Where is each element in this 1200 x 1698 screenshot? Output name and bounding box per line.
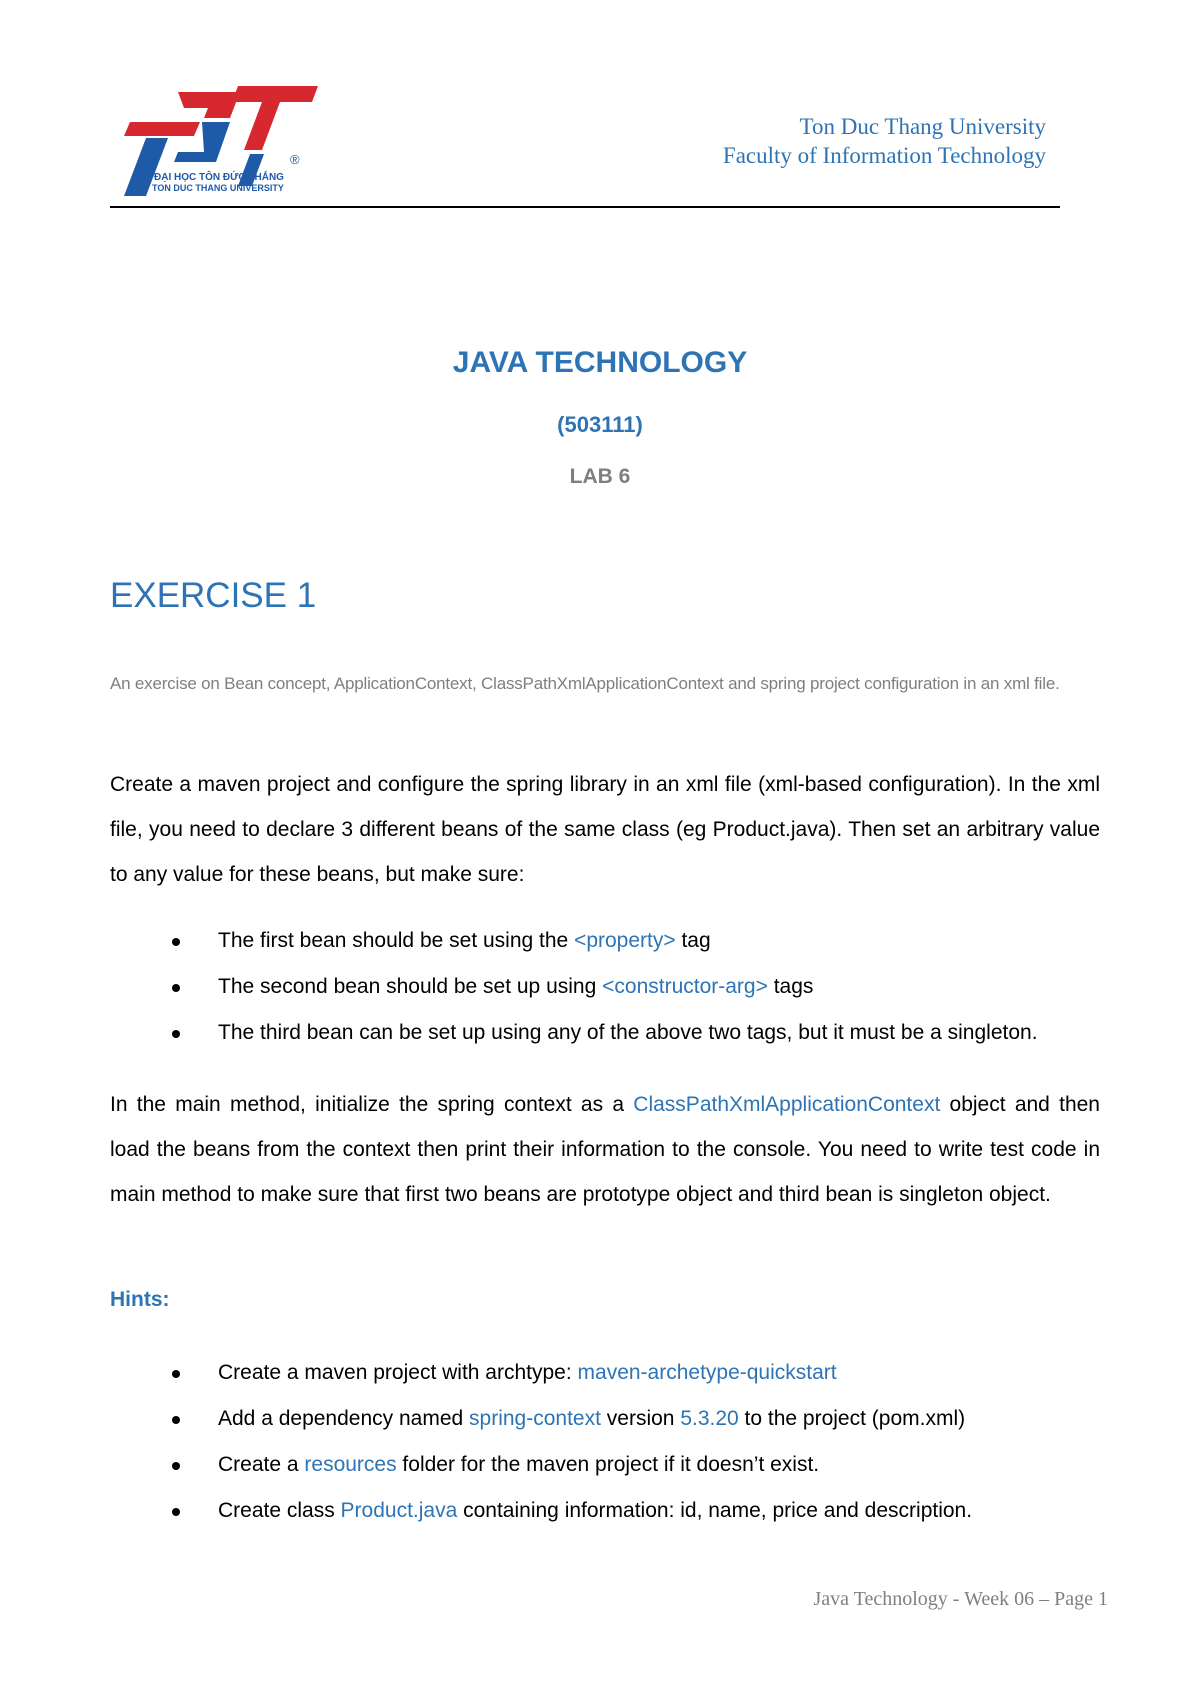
list-item-text: version xyxy=(600,1407,681,1430)
page-footer: Java Technology - Week 06 – Page 1 xyxy=(813,1588,1108,1610)
exercise-paragraph-1: Create a maven project and configure the spring library in an xml file (xml-based configuration). In the xml file, you need to declare 3 different beans of the same class (eg Product.java). Then set an arbitrary value to any value for these beans, but make sure: xyxy=(110,773,1100,886)
list-item xyxy=(180,1488,1100,1534)
bullet-icon xyxy=(172,938,180,946)
exercise-paragraph-2 xyxy=(110,1082,1100,1217)
list-item xyxy=(180,964,1100,1010)
bullet-icon xyxy=(172,1508,180,1516)
code-term: <property> xyxy=(574,929,676,952)
tdt-logo-icon xyxy=(112,78,322,198)
bullet-icon xyxy=(172,1370,180,1378)
list-item-text: containing information: id, name, price and description. xyxy=(457,1499,973,1522)
registered-mark: ® xyxy=(290,152,300,167)
list-item-text: tags xyxy=(767,975,814,998)
exercise-heading: EXERCISE 1 xyxy=(110,576,317,615)
logo-line-en: TON DUC THANG UNIVERSITY xyxy=(152,183,284,193)
code-term: spring-context xyxy=(469,1407,601,1430)
hints-list xyxy=(180,1350,1100,1534)
faculty-name: Faculty of Information Technology xyxy=(722,143,1046,168)
list-item-text: Create a maven project with archtype: xyxy=(218,1361,578,1384)
list-item xyxy=(180,1396,1100,1442)
course-title: JAVA TECHNOLOGY xyxy=(452,346,748,379)
bullet-icon xyxy=(172,1416,180,1424)
code-term: maven-archetype-quickstart xyxy=(577,1361,837,1384)
list-item-text: Create class xyxy=(218,1499,341,1522)
code-term: resources xyxy=(304,1453,397,1476)
code-term: Product.java xyxy=(340,1499,458,1522)
list-item xyxy=(180,1010,1100,1056)
bullet-icon xyxy=(172,1030,180,1038)
list-item-text: to the project (pom.xml) xyxy=(738,1407,966,1430)
university-header xyxy=(723,112,1046,170)
list-item xyxy=(180,1442,1100,1488)
hints-label: Hints: xyxy=(110,1288,170,1311)
list-item-text: Add a dependency named xyxy=(218,1407,470,1430)
list-item-text: The second bean should be set up using xyxy=(218,975,603,998)
requirements-list xyxy=(180,918,1100,1056)
code-term: 5.3.20 xyxy=(680,1407,739,1430)
code-term: <constructor-arg> xyxy=(602,975,768,998)
code-term: ClassPathXmlApplicationContext xyxy=(633,1093,941,1116)
university-logo xyxy=(112,78,322,198)
course-code: (503111) xyxy=(557,412,643,437)
university-name: Ton Duc Thang University xyxy=(799,114,1046,139)
lab-number: LAB 6 xyxy=(569,465,631,488)
paragraph-text: object and then load the beans from the context then print their information to the console. You need to write test code in main method to make sure that first two beans are prototype object and third bean is singleton object. xyxy=(110,1093,1100,1206)
list-item-text: Create a xyxy=(218,1453,305,1476)
exercise-subtitle: An exercise on Bean concept, ApplicationContext, ClassPathXmlApplicationContext and spring project configuration in an xml file. xyxy=(110,674,1060,693)
bullet-icon xyxy=(172,1462,180,1470)
list-item-text: The third bean can be set up using any of the above two tags, but it must be a singleton. xyxy=(218,1021,1038,1044)
list-item-text: tag xyxy=(675,929,711,952)
header-divider xyxy=(110,206,1060,208)
list-item-text: folder for the maven project if it doesn’t exist. xyxy=(396,1453,820,1476)
bullet-icon xyxy=(172,984,180,992)
list-item xyxy=(180,918,1100,964)
paragraph-text: In the main method, initialize the spring context as a xyxy=(110,1093,634,1116)
logo-line-vi: ĐẠI HỌC TÔN ĐỨC THẮNG xyxy=(154,172,284,183)
list-item xyxy=(180,1350,1100,1396)
list-item-text: The first bean should be set using the xyxy=(218,929,575,952)
